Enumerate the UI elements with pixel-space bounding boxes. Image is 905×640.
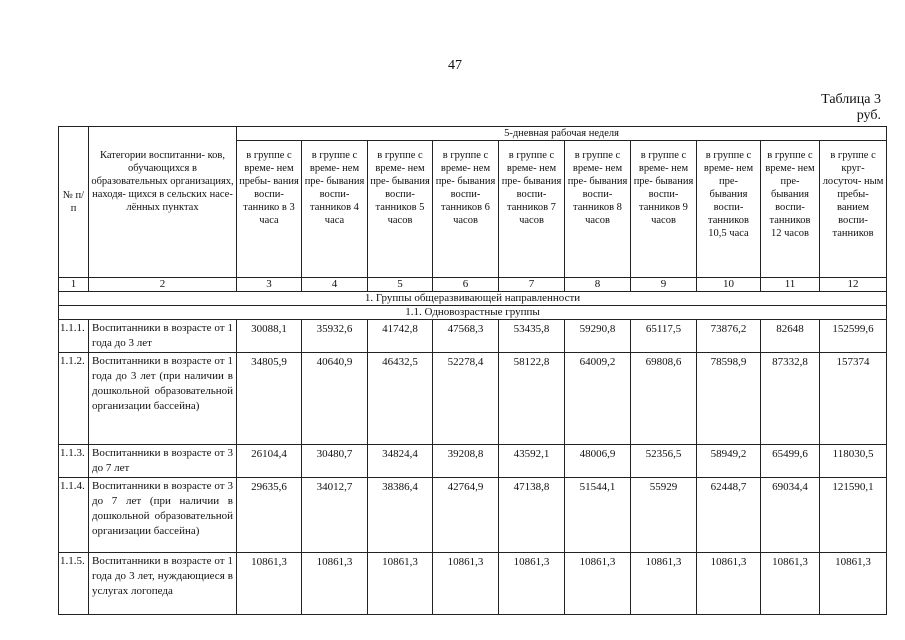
row-value: 10861,3	[697, 553, 761, 615]
row-value: 51544,1	[565, 478, 631, 553]
row-index: 1.1.2.	[59, 353, 89, 445]
col-number: 7	[499, 278, 565, 292]
col-number: 6	[433, 278, 499, 292]
header-col-5h: в группе с време- нем пре- бывания воспи- танников 5 часов	[368, 141, 433, 278]
subsection-title: 1.1. Одновозрастные группы	[59, 306, 887, 320]
section-row	[59, 292, 887, 306]
row-value: 10861,3	[368, 553, 433, 615]
currency-unit: руб.	[856, 108, 881, 123]
col-number: 11	[761, 278, 820, 292]
row-value: 46432,5	[368, 353, 433, 445]
col-number: 4	[302, 278, 368, 292]
row-value: 52356,5	[631, 445, 697, 478]
header-col-8h: в группе с време- нем пре- бывания воспи- танников 8 часов	[565, 141, 631, 278]
row-value: 59290,8	[565, 320, 631, 353]
header-col-6h: в группе с време- нем пре- бывания воспи- танников 6 часов	[433, 141, 499, 278]
row-value: 48006,9	[565, 445, 631, 478]
row-value: 55929	[631, 478, 697, 553]
table-caption: Таблица 3	[821, 92, 881, 107]
row-value: 65117,5	[631, 320, 697, 353]
col-number: 9	[631, 278, 697, 292]
col-number: 12	[820, 278, 887, 292]
row-value: 10861,3	[761, 553, 820, 615]
row-value: 10861,3	[631, 553, 697, 615]
table-row	[59, 478, 887, 553]
row-value: 34805,9	[237, 353, 302, 445]
row-value: 41742,8	[368, 320, 433, 353]
page-number: 47	[448, 58, 462, 73]
header-row-numbers	[59, 278, 887, 292]
header-col-12h: в группе с време- нем пре- бывания воспи- танников 12 часов	[761, 141, 820, 278]
row-value: 10861,3	[302, 553, 368, 615]
row-value: 157374	[820, 353, 887, 445]
row-value: 30088,1	[237, 320, 302, 353]
row-value: 30480,7	[302, 445, 368, 478]
row-value: 42764,9	[433, 478, 499, 553]
col-number: 3	[237, 278, 302, 292]
fee-table	[58, 126, 887, 615]
row-value: 40640,9	[302, 353, 368, 445]
header-col-7h: в группе с време- нем пре- бывания воспи- танников 7 часов	[499, 141, 565, 278]
row-index: 1.1.5.	[59, 553, 89, 615]
row-value: 121590,1	[820, 478, 887, 553]
row-index: 1.1.1.	[59, 320, 89, 353]
table-row	[59, 553, 887, 615]
row-category: Воспитанники в возрасте от 3 до 7 лет (при наличии в дошкольной образовательной организации бассейна)	[89, 478, 237, 553]
header-index: № п/п	[59, 127, 89, 278]
row-value: 47138,8	[499, 478, 565, 553]
row-category: Воспитанники в возрасте от 1 года до 3 лет	[89, 320, 237, 353]
row-value: 47568,3	[433, 320, 499, 353]
row-value: 78598,9	[697, 353, 761, 445]
row-value: 58949,2	[697, 445, 761, 478]
row-value: 10861,3	[820, 553, 887, 615]
col-number: 5	[368, 278, 433, 292]
col-number: 1	[59, 278, 89, 292]
row-value: 34012,7	[302, 478, 368, 553]
header-col-9h: в группе с време- нем пре- бывания воспи- танников 9 часов	[631, 141, 697, 278]
header-col-3h: в группе с време- нем пребы- вания воспи- таннико в 3 часа	[237, 141, 302, 278]
row-value: 10861,3	[433, 553, 499, 615]
table-title	[821, 92, 881, 124]
row-value: 87332,8	[761, 353, 820, 445]
header-row-week	[59, 127, 887, 141]
table-row	[59, 353, 887, 445]
col-number: 10	[697, 278, 761, 292]
row-value: 69808,6	[631, 353, 697, 445]
row-value: 29635,6	[237, 478, 302, 553]
col-number: 2	[89, 278, 237, 292]
header-category: Категории воспитанни- ков, обучающихся в образовательных организациях, находя- щихся в сельских насе- лённых пунктах	[89, 127, 237, 278]
row-index: 1.1.3.	[59, 445, 89, 478]
table-row	[59, 320, 887, 353]
row-value: 52278,4	[433, 353, 499, 445]
row-value: 38386,4	[368, 478, 433, 553]
row-value: 34824,4	[368, 445, 433, 478]
row-value: 82648	[761, 320, 820, 353]
table-row	[59, 445, 887, 478]
row-value: 62448,7	[697, 478, 761, 553]
row-value: 118030,5	[820, 445, 887, 478]
row-value: 35932,6	[302, 320, 368, 353]
row-value: 152599,6	[820, 320, 887, 353]
row-value: 26104,4	[237, 445, 302, 478]
row-value: 39208,8	[433, 445, 499, 478]
row-value: 10861,3	[237, 553, 302, 615]
header-week: 5-дневная рабочая неделя	[237, 127, 887, 141]
header-col-4h: в группе с време- нем пре- бывания воспи- танников 4 часа	[302, 141, 368, 278]
row-category: Воспитанники в возрасте от 3 до 7 лет	[89, 445, 237, 478]
row-category: Воспитанники в возрасте от 1 года до 3 лет, нуждающиеся в услугах логопеда	[89, 553, 237, 615]
section-title: 1. Группы общеразвивающей направленности	[59, 292, 887, 306]
header-col-24h: в группе с круг- лосуточ- ным пребы- ванием воспи- танников	[820, 141, 887, 278]
row-value: 73876,2	[697, 320, 761, 353]
row-value: 69034,4	[761, 478, 820, 553]
row-value: 10861,3	[565, 553, 631, 615]
col-number: 8	[565, 278, 631, 292]
row-value: 65499,6	[761, 445, 820, 478]
row-value: 64009,2	[565, 353, 631, 445]
header-col-10-5h: в группе с време- нем пре- бывания воспи- танников 10,5 часа	[697, 141, 761, 278]
row-value: 53435,8	[499, 320, 565, 353]
row-value: 43592,1	[499, 445, 565, 478]
row-value: 10861,3	[499, 553, 565, 615]
row-category: Воспитанники в возрасте от 1 года до 3 лет (при наличии в дошкольной образовательной организации бассейна)	[89, 353, 237, 445]
row-value: 58122,8	[499, 353, 565, 445]
row-index: 1.1.4.	[59, 478, 89, 553]
subsection-row	[59, 306, 887, 320]
